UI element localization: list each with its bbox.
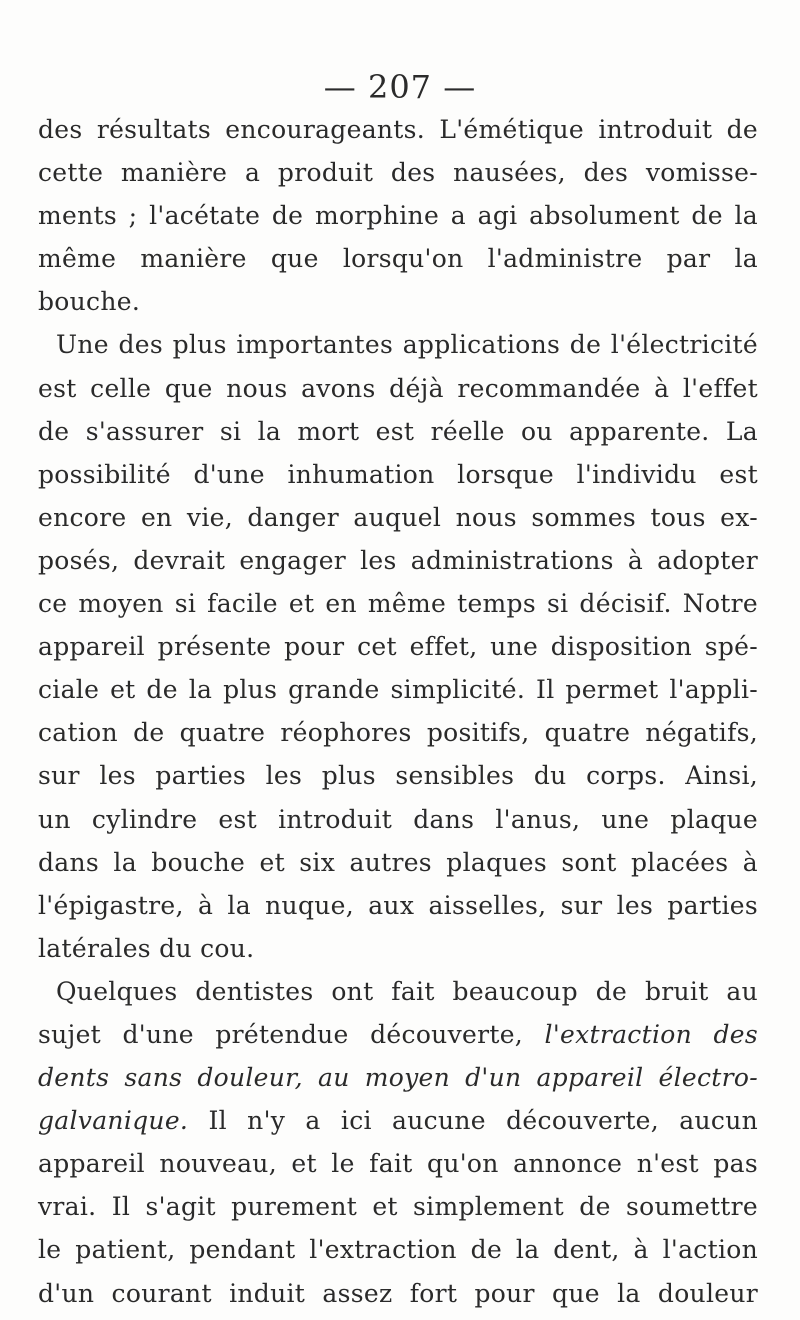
text-line: un cylindre est introduit dans l'anus, une plaque <box>38 804 758 834</box>
text-line: sur les parties les plus sensibles du corps. Ainsi, <box>38 761 758 791</box>
italic-text-run: galvanique. <box>38 1106 189 1136</box>
text-line <box>38 1056 758 1099</box>
italic-text-run: dents sans douleur, au moyen d'un appareil électro- <box>38 1063 758 1093</box>
body-text <box>38 108 758 1315</box>
text-line: Quelques dentistes ont fait beaucoup de bruit au <box>56 976 758 1006</box>
text-run: sujet d'une prétendue découverte, <box>38 1019 545 1049</box>
text-line <box>38 1099 758 1142</box>
text-line: l'épigastre, à la nuque, aux aisselles, sur les parties <box>38 890 758 920</box>
text-line: dans la bouche et six autres plaques sont placées à <box>38 847 758 877</box>
text-line: Une des plus importantes applications de l'électricité <box>56 330 758 360</box>
text-line: bouche. <box>38 287 141 317</box>
text-line: cation de quatre réophores positifs, quatre négatifs, <box>38 718 758 748</box>
text-line: est celle que nous avons déjà recommandée à l'effet <box>38 373 758 403</box>
text-line: le patient, pendant l'extraction de la dent, à l'action <box>38 1235 758 1265</box>
text-run: Il n'y a ici aucune découverte, aucun <box>188 1106 758 1136</box>
text-line: possibilité d'une inhumation lorsque l'individu est <box>38 459 758 489</box>
page-number: — 207 — <box>323 68 477 106</box>
text-line: de s'assurer si la mort est réelle ou apparente. La <box>38 416 758 446</box>
italic-text-run: l'extraction des <box>544 1019 758 1049</box>
text-line: latérales du cou. <box>38 933 255 963</box>
text-line <box>38 1013 758 1056</box>
text-line: ments ; l'acétate de morphine a agi absolument de la <box>38 201 758 231</box>
text-line: même manière que lorsqu'on l'administre par la <box>38 244 758 274</box>
text-line: vrai. Il s'agit purement et simplement de soumettre <box>38 1192 758 1222</box>
text-line: des résultats encourageants. L'émétique introduit de <box>38 115 758 144</box>
text-line: ce moyen si facile et en même temps si décisif. Notre <box>38 589 758 619</box>
text-line: cette manière a produit des nausées, des vomisse- <box>38 158 758 188</box>
text-line: ciale et de la plus grande simplicité. Il permet l'appli- <box>38 675 758 705</box>
text-line: appareil présente pour cet effet, une disposition spé- <box>38 632 758 662</box>
text-line: posés, devrait engager les administrations à adopter <box>38 545 758 575</box>
text-line: encore en vie, danger auquel nous sommes tous ex- <box>38 502 758 532</box>
text-line: appareil nouveau, et le fait qu'on annonce n'est pas <box>38 1149 758 1179</box>
text-line: d'un courant induit assez fort pour que la douleur <box>38 1278 758 1308</box>
